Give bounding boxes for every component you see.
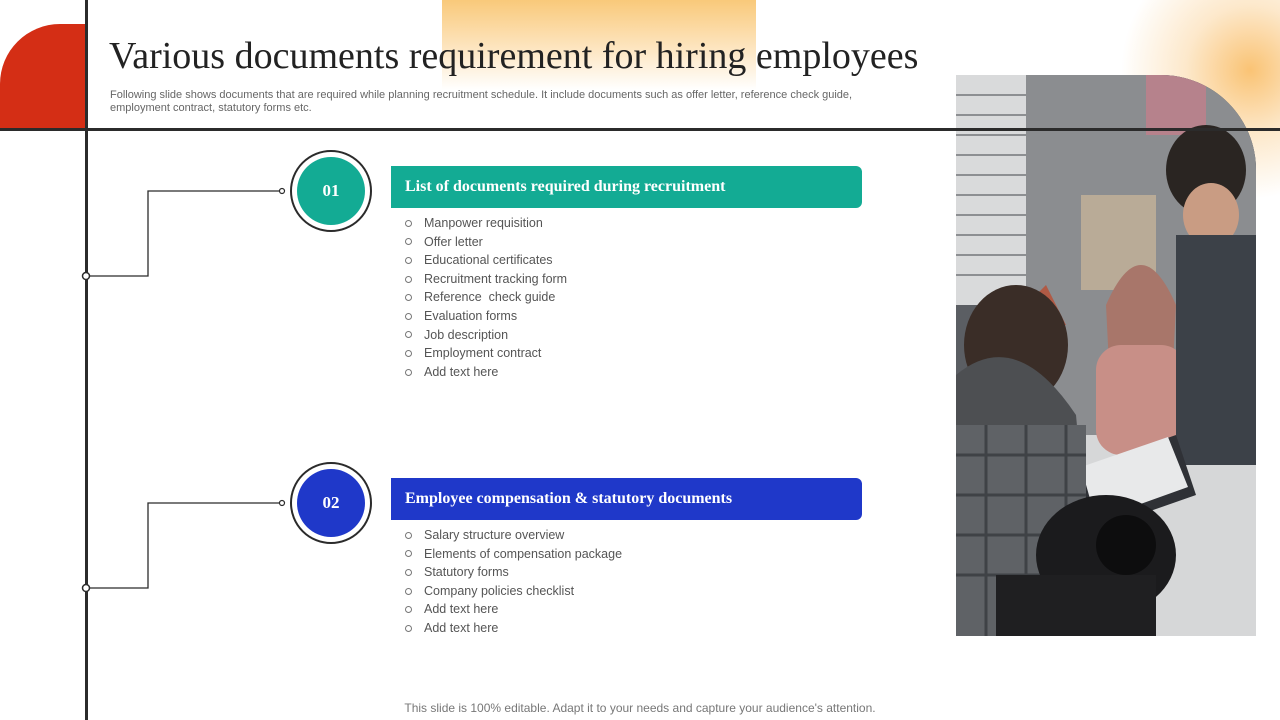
list-item <box>403 582 622 601</box>
list-item <box>403 545 622 564</box>
list-item <box>403 600 622 619</box>
list-item-text: Add text here <box>424 620 499 635</box>
bullet-icon <box>405 550 412 557</box>
list-item <box>403 214 567 233</box>
bullet-icon <box>405 588 412 595</box>
bullet-icon <box>405 294 412 301</box>
list-item-text: Add text here <box>424 602 499 617</box>
list-item <box>403 307 567 326</box>
list-item-text: Salary structure overview <box>424 528 565 542</box>
page-subtitle: Following slide shows documents that are required while planning recruitment schedule. It include documents such as offer letter, reference check guide, employment contract, statutory forms etc. <box>110 89 853 114</box>
step-ring-1 <box>290 150 372 232</box>
list-item <box>403 288 567 307</box>
bullet-icon <box>405 606 412 613</box>
step-number-2: 02 <box>297 469 365 537</box>
step-number-1: 01 <box>297 157 365 225</box>
section-list-1 <box>403 214 567 381</box>
timeline-connectors <box>0 0 400 720</box>
list-item <box>403 233 567 252</box>
list-item-text: Add text here <box>424 364 499 379</box>
bullet-icon <box>405 625 412 632</box>
bullet-icon <box>405 331 412 338</box>
section-header-1: List of documents required during recruitment <box>391 166 862 208</box>
step-marker-1 <box>290 150 372 232</box>
bullet-icon <box>405 532 412 539</box>
list-item-text: Educational certificates <box>424 253 553 268</box>
list-item-text: Evaluation forms <box>424 308 518 323</box>
list-item <box>403 563 622 582</box>
bullet-icon <box>405 350 412 357</box>
list-item-text: Recruitment tracking form <box>424 271 568 286</box>
step-ring-2 <box>290 462 372 544</box>
list-item-text: Employment contract <box>424 346 542 361</box>
office-team-photo <box>956 75 1256 636</box>
bullet-icon <box>405 238 412 245</box>
page-title: Various documents requirement for hiring employees <box>109 35 919 77</box>
section-header-2: Employee compensation & statutory documents <box>391 478 862 520</box>
step-marker-2 <box>290 462 372 544</box>
list-item-text: Elements of compensation package <box>424 546 623 561</box>
list-item <box>403 344 567 363</box>
list-item <box>403 363 567 382</box>
list-item <box>403 270 567 289</box>
list-item <box>403 326 567 345</box>
list-item-text: Reference check guide <box>424 290 556 305</box>
list-item <box>403 526 622 545</box>
photo-illustration <box>956 75 1256 636</box>
list-item-text: Statutory forms <box>424 565 509 580</box>
list-item-text: Job description <box>424 327 509 342</box>
list-item-text: Manpower requisition <box>424 216 543 230</box>
bullet-icon <box>405 369 412 376</box>
list-item <box>403 619 622 638</box>
footer-note: This slide is 100% editable. Adapt it to your needs and capture your audience's attention. <box>404 701 876 715</box>
bullet-icon <box>405 313 412 320</box>
list-item <box>403 251 567 270</box>
bullet-icon <box>405 276 412 283</box>
section-list-2 <box>403 526 622 638</box>
bullet-icon <box>405 257 412 264</box>
list-item-text: Company policies checklist <box>424 583 575 598</box>
bullet-icon <box>405 220 412 227</box>
bullet-icon <box>405 569 412 576</box>
list-item-text: Offer letter <box>424 234 483 249</box>
